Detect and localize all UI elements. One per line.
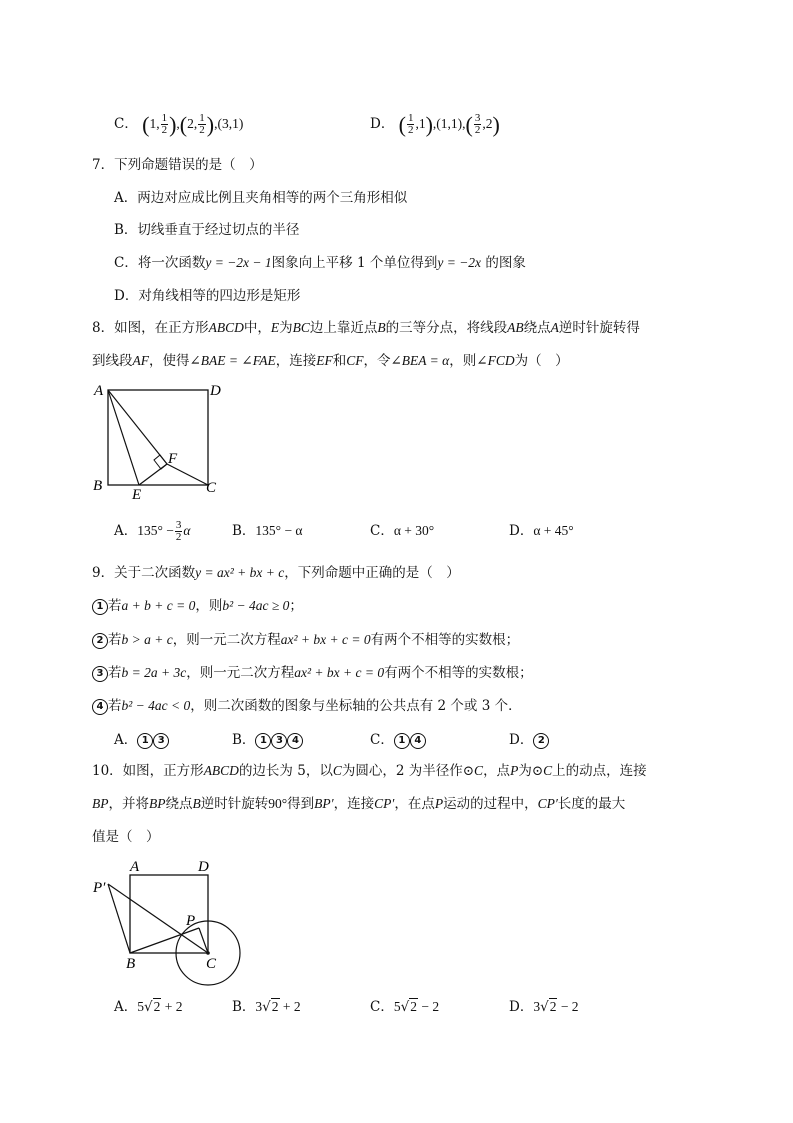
option-label: D． bbox=[509, 732, 534, 748]
math: C bbox=[332, 763, 342, 778]
text: 为（ ） bbox=[514, 353, 569, 369]
radicand: 2 bbox=[549, 999, 557, 1014]
text: 若 bbox=[108, 632, 122, 648]
text: 若 bbox=[108, 698, 122, 714]
q7-option-a: A．两边对应成比例且夹角相等的两个三角形相似 bbox=[114, 190, 408, 206]
fraction: $\frac{1}{2}$ bbox=[199, 112, 205, 137]
math: BP bbox=[92, 796, 109, 811]
option-label: C． bbox=[370, 732, 394, 748]
label-p: P bbox=[186, 913, 196, 929]
math: 135° − α bbox=[255, 523, 303, 538]
text: 逆时针旋转 bbox=[200, 796, 269, 812]
option-label: A． bbox=[114, 999, 138, 1015]
option-label: B． bbox=[232, 523, 256, 539]
text: ，下列命题中正确的是（ ） bbox=[284, 565, 460, 581]
text: 图象向上平移 1 个单位得到 bbox=[271, 255, 438, 271]
q9-statement-2 bbox=[92, 630, 519, 650]
math: ax² + bx + c = 0 bbox=[280, 632, 371, 647]
text: 和 bbox=[332, 353, 347, 369]
q10-stem-line1 bbox=[92, 761, 647, 781]
segment-af bbox=[108, 390, 167, 464]
q9-statement-4 bbox=[92, 696, 522, 716]
text: 的边长为 5，以 bbox=[238, 763, 333, 779]
text: 边上靠近点 bbox=[309, 320, 378, 336]
option-label: D． bbox=[370, 116, 395, 132]
math: AB bbox=[507, 320, 524, 335]
text: ，并将 bbox=[108, 796, 149, 812]
text: C．将一次函数 bbox=[114, 255, 206, 271]
option-label: B． bbox=[232, 732, 256, 748]
q6-option-c-value: (1, $\frac{1}{2}$ ),(2, $\frac{1}{2}$ ),(3,1) bbox=[142, 111, 244, 137]
math: B bbox=[192, 796, 201, 811]
center-dot bbox=[206, 951, 210, 955]
math: P bbox=[510, 763, 519, 778]
fraction: $\frac{1}{2}$ bbox=[161, 112, 168, 137]
label-a: A bbox=[94, 383, 104, 399]
math: A bbox=[550, 320, 559, 335]
q8-option-c bbox=[370, 521, 434, 541]
tail: − 2 bbox=[557, 999, 579, 1014]
q9-option-c: C． 1 4 bbox=[370, 730, 426, 750]
text: 若 bbox=[108, 598, 122, 614]
text: 运动的过程中， bbox=[443, 796, 538, 812]
segment-bp-prime bbox=[108, 884, 130, 953]
text: ，则二次函数的图象与坐标轴的公共点有 2 个或 3 个． bbox=[190, 698, 522, 714]
text: ，使得 bbox=[149, 353, 190, 369]
text: ，则 bbox=[449, 353, 477, 369]
q8-option-b bbox=[232, 521, 303, 541]
math: α + 30° bbox=[393, 523, 435, 538]
q10-option-b: B．3√2 + 2 bbox=[232, 999, 301, 1015]
option-label: A． bbox=[114, 732, 138, 748]
math: b = 2a + 3c bbox=[121, 665, 187, 680]
q9-statement-1 bbox=[92, 596, 303, 616]
q7-stem: 7．下列命题错误的是（ ） bbox=[92, 157, 263, 173]
q8-stem-line1 bbox=[92, 318, 640, 338]
coef: 5 bbox=[137, 999, 144, 1014]
q7-option-d: D．对角线相等的四边形是矩形 bbox=[114, 288, 301, 304]
math: ∠FCD bbox=[476, 353, 515, 368]
label-c: C bbox=[206, 956, 217, 972]
math: b² − 4ac < 0 bbox=[121, 698, 191, 713]
option-label: C． bbox=[114, 116, 138, 132]
text: 到线段 bbox=[92, 353, 133, 369]
tail: − 2 bbox=[417, 999, 440, 1014]
q8-figure bbox=[88, 378, 228, 503]
segment-ae bbox=[108, 390, 139, 485]
denominator: 2 bbox=[175, 531, 182, 543]
text: ，点 bbox=[483, 763, 511, 779]
math: BP bbox=[149, 796, 166, 811]
q6-option-d bbox=[370, 111, 500, 138]
text: 得到 bbox=[287, 796, 315, 812]
q10-figure bbox=[88, 855, 253, 990]
q9-stem bbox=[92, 563, 460, 583]
math: P bbox=[434, 796, 444, 811]
option-label: D． bbox=[509, 523, 534, 539]
label-p-prime: P′ bbox=[93, 880, 106, 896]
math: ∠BAE = ∠FAE bbox=[189, 353, 276, 368]
q9-option-d: D． 2 bbox=[509, 730, 549, 750]
label-d: D bbox=[198, 859, 209, 875]
q6-option-d-value: ( $\frac{1}{2}$ ,1),(1,1),( $\frac{3}{2}$ ,2) bbox=[398, 111, 500, 137]
text: 绕点 bbox=[165, 796, 193, 812]
q7-option-b: B．切线垂直于经过切点的半径 bbox=[114, 222, 300, 238]
text: ，则一元二次方程 bbox=[186, 665, 295, 681]
right-angle-mark bbox=[154, 455, 167, 469]
math: ABCD bbox=[208, 320, 244, 335]
q8-option-a bbox=[114, 518, 190, 544]
square-abcd bbox=[130, 875, 208, 953]
math: ABCD bbox=[203, 763, 239, 778]
math: CF bbox=[346, 353, 364, 368]
fraction: $\frac{3}{2}$ bbox=[474, 112, 481, 137]
math: B bbox=[377, 320, 386, 335]
math: ax² + bx + c = 0 bbox=[294, 665, 385, 680]
q8-stem-line2 bbox=[92, 351, 569, 371]
text: ，连接 bbox=[275, 353, 317, 369]
tail: + 2 bbox=[161, 999, 183, 1014]
math: b > a + c bbox=[121, 632, 173, 647]
math: CP′ bbox=[374, 796, 395, 811]
coef: 3 bbox=[255, 999, 263, 1014]
math: ⊙C bbox=[462, 763, 484, 778]
text: 有两个不相等的实数根； bbox=[370, 632, 520, 648]
q10-stem-line2 bbox=[92, 794, 625, 814]
text: 为圆心，2 为半径作 bbox=[341, 763, 463, 779]
coef: 3 bbox=[533, 999, 541, 1014]
q9-statement-3 bbox=[92, 663, 533, 683]
text: ； bbox=[289, 598, 303, 614]
label-b: B bbox=[93, 478, 103, 494]
circled-number: 3 bbox=[92, 666, 108, 682]
segment-bp bbox=[130, 928, 199, 953]
math: ∠BEA = α bbox=[390, 353, 450, 368]
radicand: 2 bbox=[153, 999, 161, 1014]
q9-option-b: B． 1 3 4 bbox=[232, 730, 303, 750]
label-d: D bbox=[210, 383, 221, 399]
option-label: B． bbox=[232, 999, 256, 1015]
math: b² − 4ac ≥ 0 bbox=[222, 598, 290, 613]
text: 中， bbox=[243, 320, 271, 336]
text: 长度的最大 bbox=[557, 796, 626, 812]
text: 若 bbox=[108, 665, 122, 681]
text: 上的动点，连接 bbox=[552, 763, 647, 779]
q10-option-d: D．3√2 − 2 bbox=[509, 999, 579, 1015]
option-label: C． bbox=[370, 523, 394, 539]
radicand: 2 bbox=[410, 999, 417, 1014]
math: y = −2x − 1 bbox=[205, 255, 272, 270]
text: 为 bbox=[518, 763, 532, 779]
math: y = ax² + bx + c bbox=[195, 565, 285, 580]
math: a + b + c = 0 bbox=[121, 598, 196, 613]
text: 的图象 bbox=[481, 255, 526, 271]
fraction bbox=[175, 520, 183, 543]
text: 的三等分点，将线段 bbox=[385, 320, 508, 336]
math: 90° bbox=[268, 796, 288, 811]
math: EF bbox=[316, 353, 333, 368]
radicand: 2 bbox=[271, 999, 279, 1014]
math: α bbox=[183, 523, 191, 538]
math: BP′ bbox=[314, 796, 334, 811]
math: y = −2x bbox=[437, 255, 482, 270]
circled-number: 4 bbox=[92, 699, 108, 715]
text: 绕点 bbox=[523, 320, 551, 336]
math: 135° − bbox=[137, 523, 174, 538]
label-e: E bbox=[132, 487, 142, 503]
segment-cf bbox=[167, 464, 208, 485]
math: CP′ bbox=[537, 796, 558, 811]
q10-option-a: A．5√2 + 2 bbox=[114, 999, 183, 1015]
fraction: $\frac{1}{2}$ bbox=[407, 112, 414, 137]
circled-number: 2 bbox=[92, 633, 108, 649]
option-label: A． bbox=[114, 523, 138, 539]
text: ，则一元二次方程 bbox=[172, 632, 281, 648]
text: 8．如图，在正方形 bbox=[92, 320, 209, 336]
q6-option-c bbox=[114, 111, 243, 138]
option-label: C． bbox=[370, 999, 394, 1015]
text: 9．关于二次函数 bbox=[92, 565, 196, 581]
option-label: D． bbox=[509, 999, 534, 1015]
text: 逆时针旋转得 bbox=[558, 320, 640, 336]
label-a: A bbox=[130, 859, 140, 875]
circled-number: 1 bbox=[92, 599, 108, 615]
text: 10．如图，正方形 bbox=[92, 763, 204, 779]
math: α + 45° bbox=[533, 523, 574, 538]
label-c: C bbox=[206, 480, 217, 496]
text: 为 bbox=[279, 320, 293, 336]
text: 有两个不相等的实数根； bbox=[384, 665, 533, 681]
label-b: B bbox=[126, 956, 136, 972]
q7-option-c bbox=[114, 253, 526, 273]
math: E bbox=[270, 320, 280, 335]
coef: 5 bbox=[393, 999, 401, 1014]
label-f: F bbox=[168, 451, 178, 467]
math: AF bbox=[132, 353, 149, 368]
q10-option-c: C．5√2 − 2 bbox=[370, 999, 440, 1015]
q8-option-d bbox=[509, 521, 574, 541]
math: ⊙C bbox=[531, 763, 553, 778]
tail: + 2 bbox=[279, 999, 301, 1014]
q9-option-a: A． 1 3 bbox=[114, 730, 169, 750]
q10-stem-line3: 值是（ ） bbox=[92, 829, 160, 845]
text: ，在点 bbox=[394, 796, 435, 812]
text: ，连接 bbox=[333, 796, 375, 812]
numerator: 3 bbox=[175, 519, 182, 531]
text: ，则 bbox=[195, 598, 223, 614]
math: BC bbox=[292, 320, 310, 335]
text: ，令 bbox=[363, 353, 391, 369]
